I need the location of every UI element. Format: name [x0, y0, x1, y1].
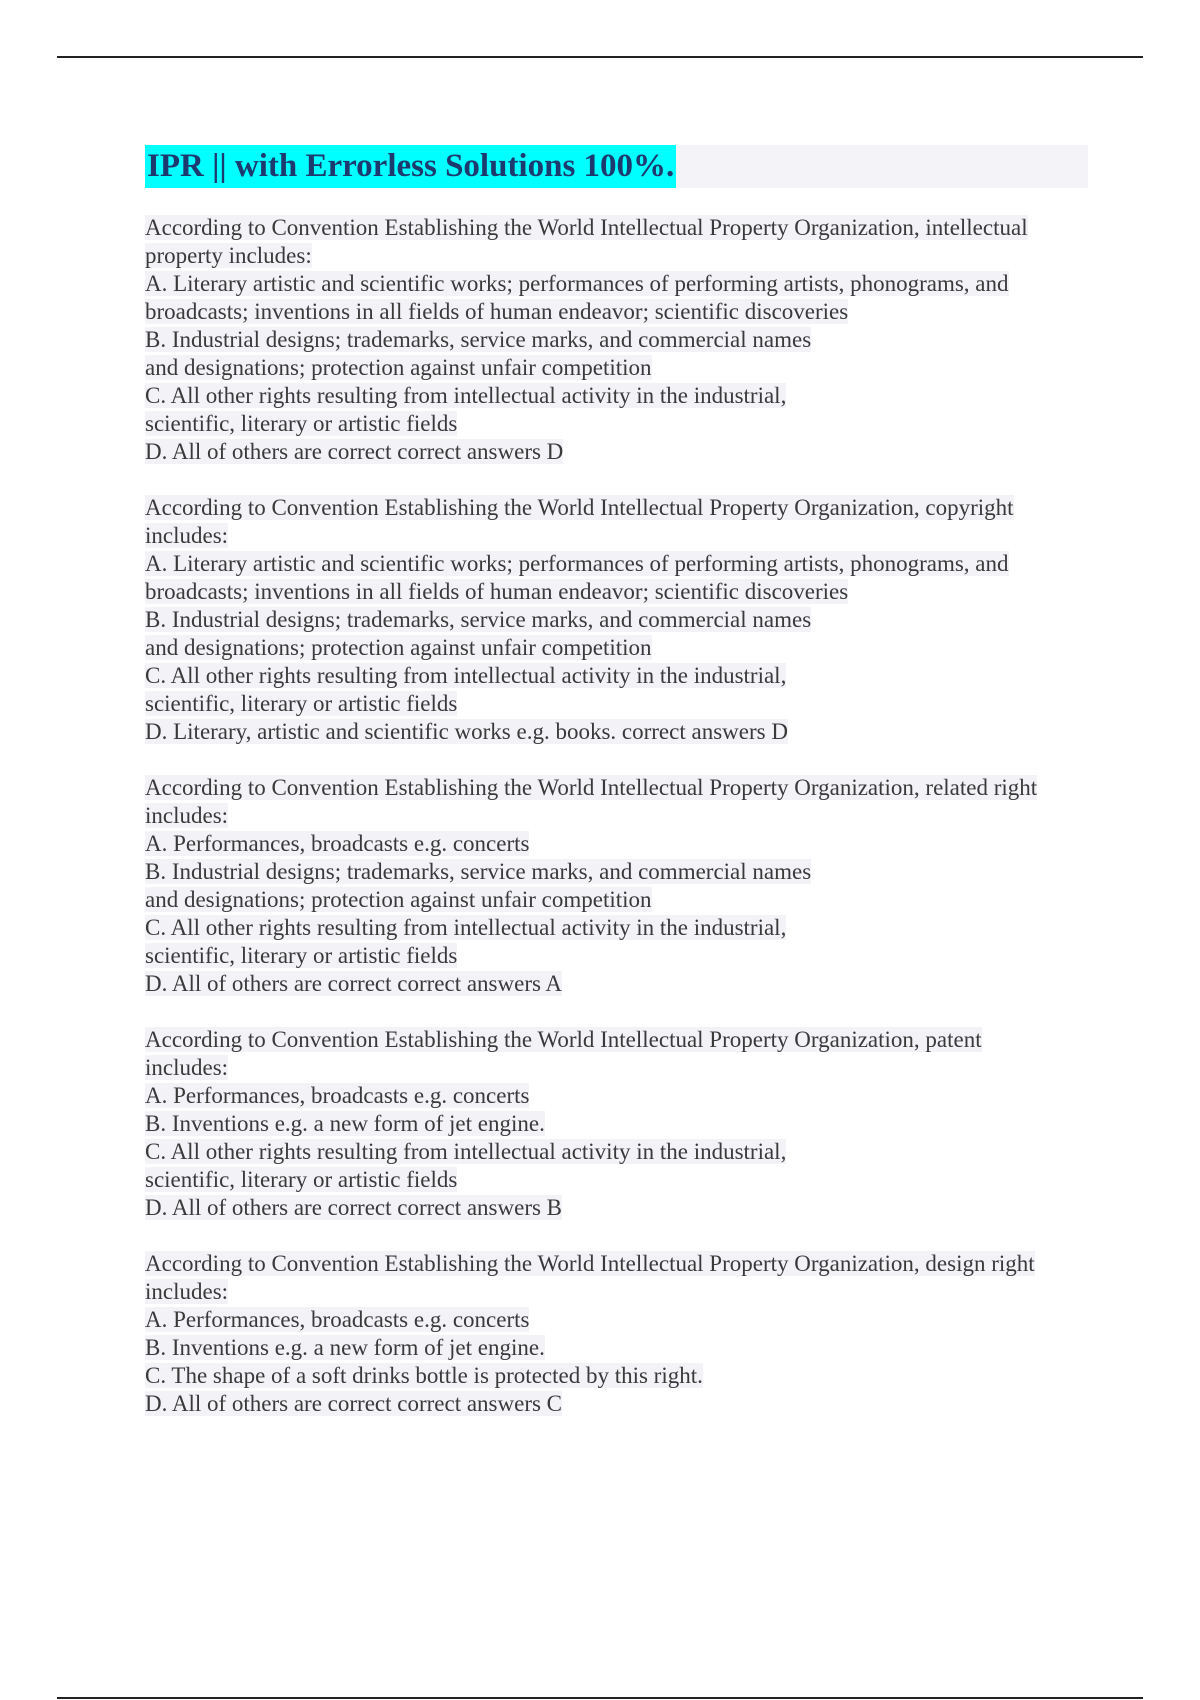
title-bar [145, 145, 1088, 188]
question-text [145, 494, 1090, 522]
question-line [145, 242, 1090, 270]
line-text: According to Convention Establishing the World Intellectual Property Organization, patent [145, 1027, 982, 1052]
line-text: scientific, literary or artistic fields [145, 691, 458, 716]
line-text: includes: [145, 1279, 229, 1304]
bottom-divider [57, 1697, 1143, 1699]
question-line [145, 942, 1090, 970]
question-line [145, 410, 1090, 438]
line-text: scientific, literary or artistic fields [145, 943, 458, 968]
line-text: According to Convention Establishing the World Intellectual Property Organization, copyright [145, 495, 1014, 520]
question-line [145, 718, 1090, 746]
line-text: includes: [145, 803, 229, 828]
question-line [145, 858, 1090, 886]
question-line [145, 578, 1090, 606]
question-line [145, 550, 1090, 578]
question-line [145, 1054, 1090, 1082]
document-title: IPR || with Errorless Solutions 100%. [145, 145, 676, 188]
line-text: B. Inventions e.g. a new form of jet engine. [145, 1111, 545, 1136]
question-line [145, 886, 1090, 914]
question-line [145, 914, 1090, 942]
line-text: C. All other rights resulting from intellectual activity in the industrial, [145, 1139, 787, 1164]
line-text: C. The shape of a soft drinks bottle is protected by this right. [145, 1363, 703, 1388]
question-list [145, 214, 1090, 1418]
line-text: property includes: [145, 243, 312, 268]
question-line [145, 1194, 1090, 1222]
line-text: and designations; protection against unfair competition [145, 355, 652, 380]
line-text: broadcasts; inventions in all fields of human endeavor; scientific discoveries [145, 299, 849, 324]
question-line [145, 1110, 1090, 1138]
question-line [145, 1138, 1090, 1166]
line-text: B. Industrial designs; trademarks, service marks, and commercial names [145, 607, 812, 632]
question-line [145, 662, 1090, 690]
question-line [145, 1390, 1090, 1418]
question-block [145, 214, 1090, 466]
line-text: B. Industrial designs; trademarks, service marks, and commercial names [145, 327, 812, 352]
question-line [145, 634, 1090, 662]
question-line [145, 1334, 1090, 1362]
question-line [145, 1082, 1090, 1110]
line-text: C. All other rights resulting from intellectual activity in the industrial, [145, 663, 787, 688]
question-line [145, 354, 1090, 382]
question-line [145, 522, 1090, 550]
line-text: and designations; protection against unfair competition [145, 887, 652, 912]
line-text: scientific, literary or artistic fields [145, 411, 458, 436]
line-text: includes: [145, 1055, 229, 1080]
line-text: D. All of others are correct correct answers A [145, 971, 563, 996]
line-text: D. All of others are correct correct answers D [145, 439, 564, 464]
line-text: D. Literary, artistic and scientific works e.g. books. correct answers D [145, 719, 788, 744]
question-block [145, 1026, 1090, 1222]
line-text: D. All of others are correct correct answers B [145, 1195, 563, 1220]
line-text: B. Inventions e.g. a new form of jet engine. [145, 1335, 545, 1360]
line-text: According to Convention Establishing the World Intellectual Property Organization, related right [145, 775, 1038, 800]
question-line [145, 802, 1090, 830]
question-block [145, 1250, 1090, 1418]
question-line [145, 270, 1090, 298]
line-text: C. All other rights resulting from intellectual activity in the industrial, [145, 383, 787, 408]
question-block [145, 774, 1090, 998]
top-divider [57, 56, 1143, 58]
question-line [145, 382, 1090, 410]
question-line [145, 298, 1090, 326]
question-block [145, 494, 1090, 746]
line-text: and designations; protection against unfair competition [145, 635, 652, 660]
line-text: A. Literary artistic and scientific works; performances of performing artists, phonograms, and [145, 551, 1009, 576]
question-line [145, 970, 1090, 998]
line-text: D. All of others are correct correct answers C [145, 1391, 563, 1416]
line-text: C. All other rights resulting from intellectual activity in the industrial, [145, 915, 787, 940]
question-line [145, 1278, 1090, 1306]
line-text: A. Performances, broadcasts e.g. concerts [145, 831, 530, 856]
question-line [145, 1362, 1090, 1390]
question-line [145, 1306, 1090, 1334]
line-text: According to Convention Establishing the World Intellectual Property Organization, design right [145, 1251, 1035, 1276]
line-text: scientific, literary or artistic fields [145, 1167, 458, 1192]
question-line [145, 830, 1090, 858]
question-text [145, 1026, 1090, 1054]
line-text: broadcasts; inventions in all fields of human endeavor; scientific discoveries [145, 579, 849, 604]
question-line [145, 1166, 1090, 1194]
question-line [145, 326, 1090, 354]
line-text: A. Literary artistic and scientific works; performances of performing artists, phonograms, and [145, 271, 1009, 296]
question-line [145, 606, 1090, 634]
question-text [145, 774, 1090, 802]
question-text [145, 214, 1090, 242]
question-line [145, 690, 1090, 718]
document-body [145, 145, 1090, 1446]
line-text: A. Performances, broadcasts e.g. concerts [145, 1307, 530, 1332]
line-text: According to Convention Establishing the World Intellectual Property Organization, intellectual [145, 215, 1028, 240]
line-text: B. Industrial designs; trademarks, service marks, and commercial names [145, 859, 812, 884]
question-text [145, 1250, 1090, 1278]
line-text: includes: [145, 523, 229, 548]
line-text: A. Performances, broadcasts e.g. concerts [145, 1083, 530, 1108]
question-line [145, 438, 1090, 466]
